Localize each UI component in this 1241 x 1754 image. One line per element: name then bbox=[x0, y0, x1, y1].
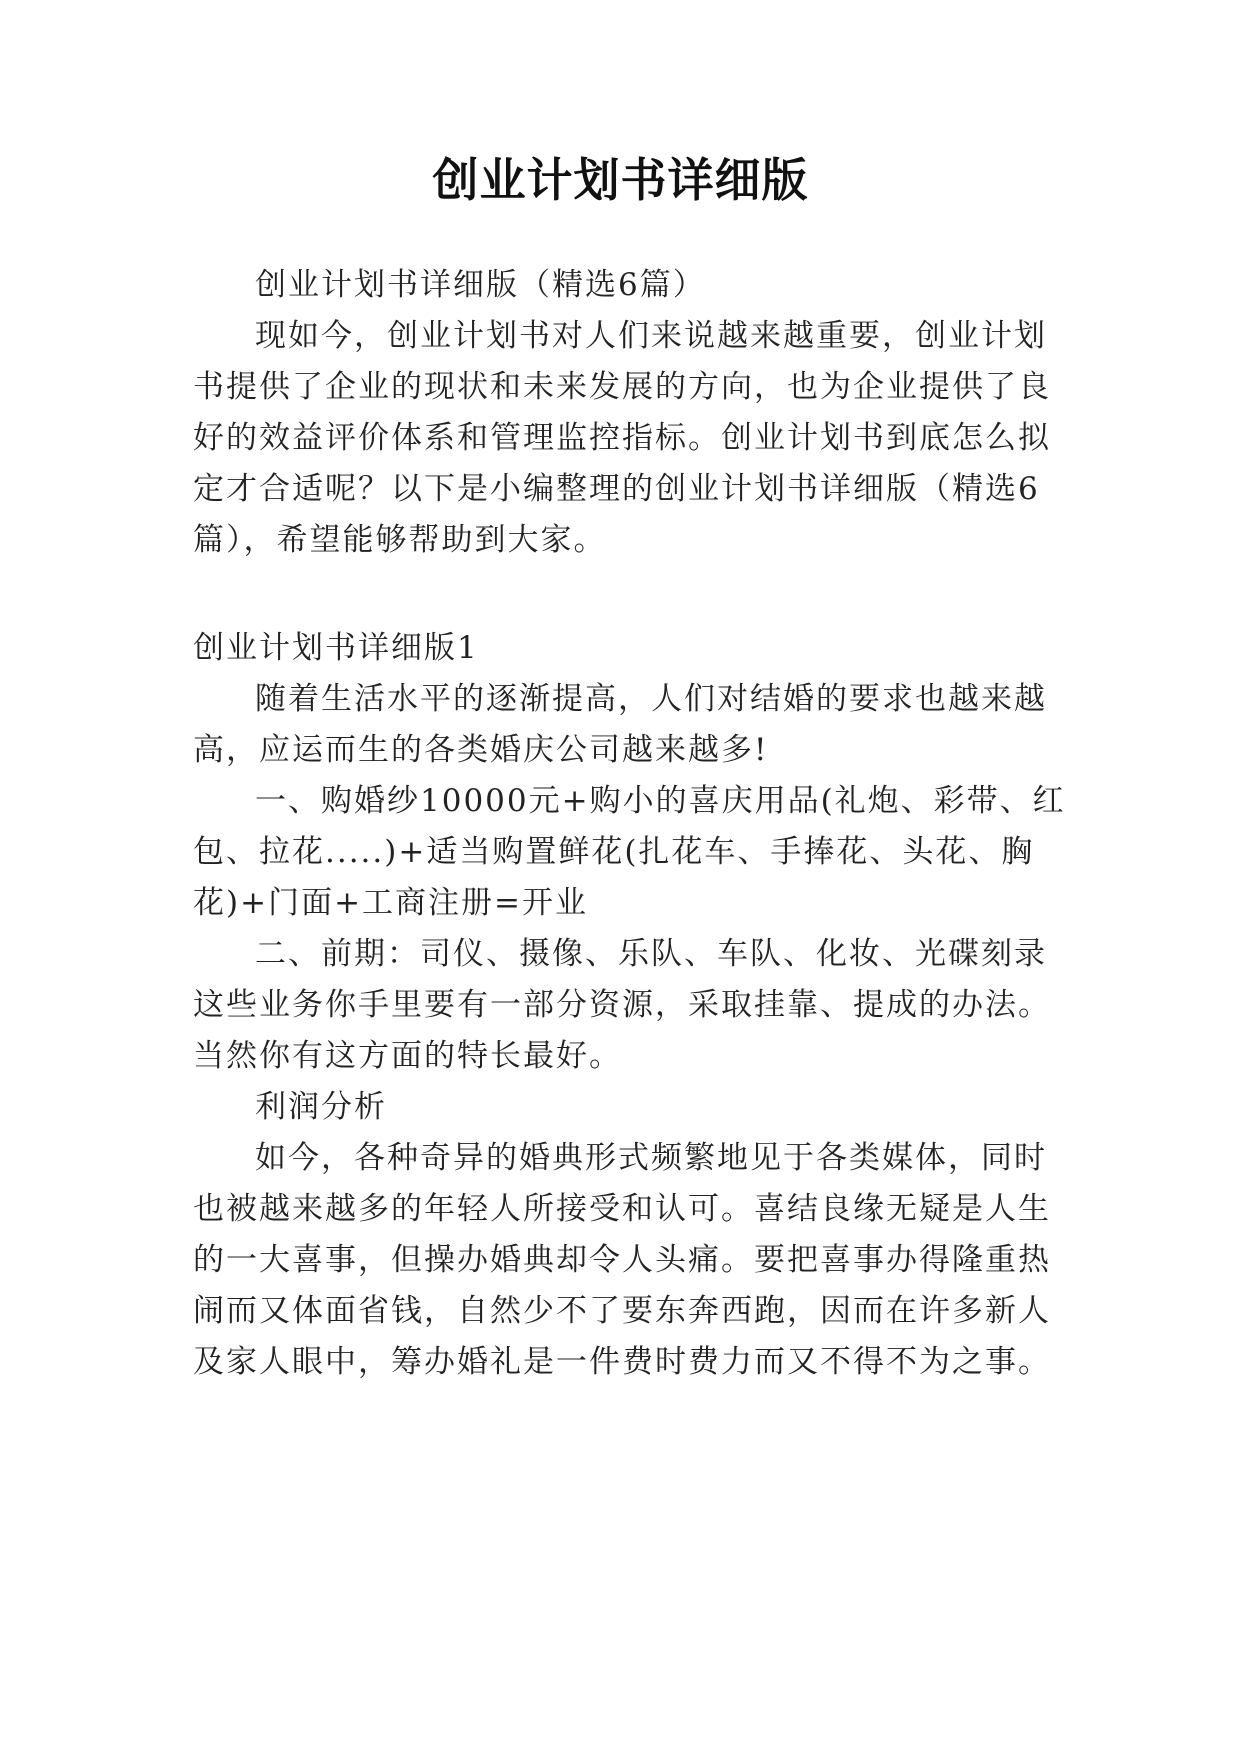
body-paragraph-line: 高，应运而生的各类婚庆公司越来越多! bbox=[193, 732, 769, 768]
intro-paragraph-line: 定才合适呢？以下是小编整理的创业计划书详细版（精选6 bbox=[193, 471, 1040, 507]
intro-paragraph-line: 书提供了企业的现状和未来发展的方向，也为企业提供了良 bbox=[193, 369, 1051, 405]
document-title: 创业计划书详细版 bbox=[432, 153, 809, 207]
body-paragraph-line: 一、购婚纱10000元+购小的喜庆用品(礼炮、彩带、红 bbox=[255, 783, 1066, 819]
body-paragraph-line: 当然你有这方面的特长最好。 bbox=[193, 1038, 622, 1074]
body-paragraph-line: 及家人眼中，筹办婚礼是一件费时费力而又不得不为之事。 bbox=[193, 1344, 1051, 1380]
intro-paragraph-line: 好的效益评价体系和管理监控指标。创业计划书到底怎么拟 bbox=[193, 420, 1051, 456]
body-paragraph-line: 二、前期：司仪、摄像、乐队、车队、化妆、光碟刻录 bbox=[255, 936, 1047, 972]
intro-heading-line: 创业计划书详细版（精选6篇） bbox=[255, 267, 706, 303]
body-paragraph-line: 也被越来越多的年轻人所接受和认可。喜结良缘无疑是人生 bbox=[193, 1191, 1051, 1227]
body-paragraph-line: 包、拉花.....)+适当购置鲜花(扎花车、手捧花、头花、胸 bbox=[193, 834, 1035, 870]
body-paragraph-line: 花)+门面+工商注册=开业 bbox=[193, 885, 589, 921]
body-paragraph-line: 的一大喜事，但操办婚典却令人头痛。要把喜事办得隆重热 bbox=[193, 1242, 1051, 1278]
body-paragraph-line: 闹而又体面省钱，自然少不了要东奔西跑，因而在许多新人 bbox=[193, 1293, 1051, 1329]
intro-paragraph-line: 现如今，创业计划书对人们来说越来越重要，创业计划 bbox=[255, 318, 1047, 354]
section-heading: 创业计划书详细版1 bbox=[193, 630, 479, 666]
body-paragraph-line: 随着生活水平的逐渐提高，人们对结婚的要求也越来越 bbox=[255, 681, 1047, 717]
body-paragraph-line: 如今，各种奇异的婚典形式频繁地见于各类媒体，同时 bbox=[255, 1140, 1047, 1176]
intro-paragraph-line: 篇），希望能够帮助到大家。 bbox=[193, 522, 607, 558]
subheading-line: 利润分析 bbox=[255, 1089, 387, 1125]
body-paragraph-line: 这些业务你手里要有一部分资源，采取挂靠、提成的办法。 bbox=[193, 987, 1051, 1023]
